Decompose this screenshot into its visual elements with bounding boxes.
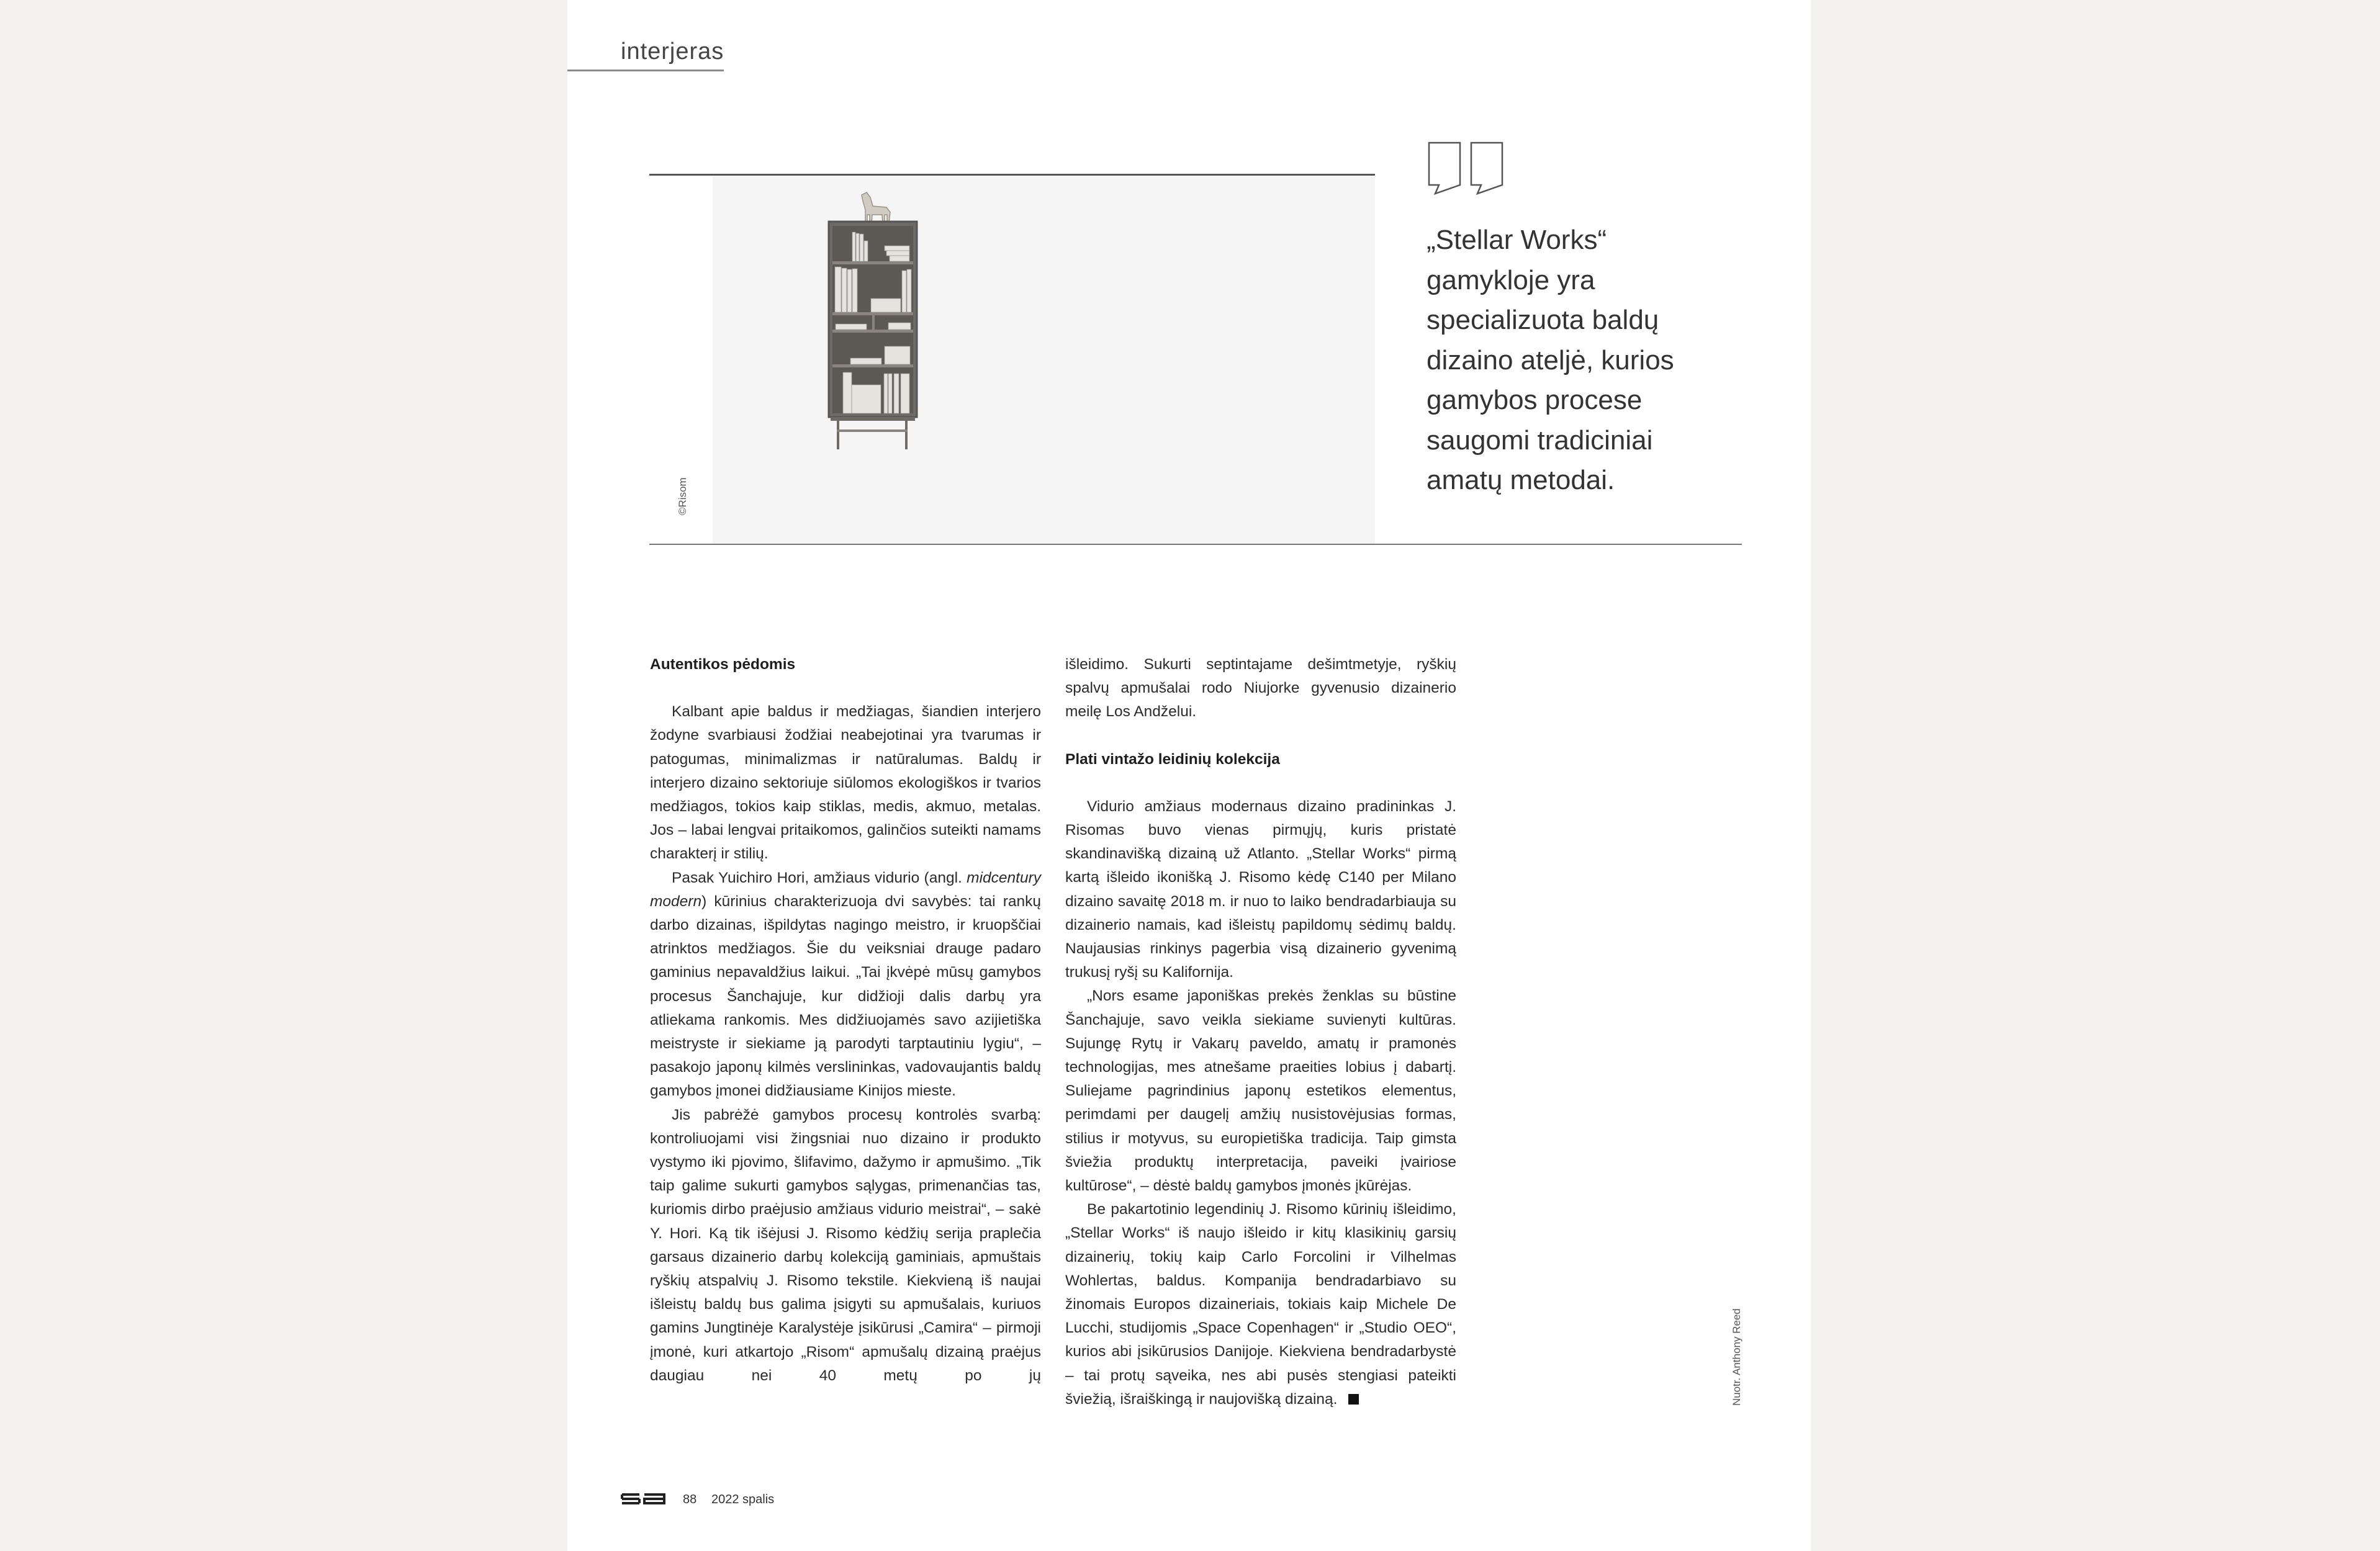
paragraph-text: Pasak Yuichiro Hori, amžiaus vidurio (angl. (672, 869, 967, 886)
paragraph (1065, 1198, 1456, 1411)
subheading-autentikos: Autentikos pėdomis (650, 656, 796, 673)
pull-quote-line: gamykloje yra (1427, 264, 1595, 295)
paragraph (650, 866, 1041, 1104)
paragraph: Vidurio amžiaus modernaus dizaino pradininkas J. Risomas buvo vienas pirmųjų, kuris pristatė skandinavišką dizainą už Atlanto. „Stellar Works“ pirmą kartą išleido ikonišką J. Risomo kėdę C140 per Milano dizaino savaitę 2018 m. ir nuo to laiko bendradarbiauja su dizainerio namais, kad išleistų papildomų sėdimų baldų. Naujausias rinkinys pagerbia visą dizainerio gyvenimą trukusį ryšį su Kalifornija. (1065, 798, 1456, 981)
magazine-logo (621, 1493, 665, 1509)
paragraph-continued: išleidimo. Sukurti septintajame dešimtmetyje, ryškių spalvų apmušalai rodo Niujorke gyvenusio dizainerio meilę Los Andželui. (1065, 656, 1456, 721)
pull-quote-line: amatų metodai. (1427, 465, 1615, 495)
photo-bottom-rule (649, 544, 1742, 545)
magazine-page (567, 0, 1811, 1551)
article-column-1 (650, 653, 1041, 1388)
pull-quote-line: specializuota baldų (1427, 305, 1659, 335)
paragraph-italic-term: midcentury modern (650, 869, 1041, 910)
pull-quote-line: saugomi tradiciniai (1427, 425, 1653, 456)
article-column-2 (1065, 653, 1456, 1411)
bookshelf-photo (713, 176, 1375, 544)
quote-marks-icon (1427, 142, 1513, 207)
paragraph: Kalbant apie baldus ir medžiagas, šiandien interjero žodyne svarbiausi žodžiai neabejotinai yra tvarumas ir patogumas, minimalizmas ir natūralumas. Baldų ir interjero dizaino sektoriuje siūlomos ekologiškos ir tvarios medžiagos, tokios kaip stiklas, medis, akmuo, metalas. Jos – labai lengvai pritaikomos, galinčios suteikti namams charakterį ir stilių. (650, 703, 1041, 863)
pull-quote (1427, 220, 1674, 501)
photo-credit-reed: Nuotr. Anthony Reed (1731, 1308, 1742, 1406)
horse-figurine-icon (862, 192, 890, 225)
paragraph: Jis pabrėžė gamybos procesų kontrolės svarbą: kontroliuojami visi žingsniai nuo dizaino ir produkto vystymo iki pjovimo, šlifavimo, dažymo ir apmušimo. „Tik taip galime sukurti gamybos sąlygas, primenančias tas, kuriomis dirbo praėjusio amžiaus vidurio meistrai“, – sakė Y. Hori. Ką tik išėjusi J. Risomo kėdžių serija praplečia garsaus dizainerio darbų kolekciją gaminiais, apmuštais ryškių atspalvių J. Risomo tekstile. Kiekvieną iš naujai išleistų baldų bus galima įsigyti su apmušalais, kuriuos gamins Jungtinėje Karalystėje įsikūrusi „Camira“ – pirmoji įmonė, kuri atkartojo „Risom“ apmušalų dizainą praėjus daugiau nei 40 metų po jų (650, 1106, 1041, 1384)
section-label: interjeras (621, 38, 724, 65)
bookshelf-illustration (713, 176, 1375, 544)
page-number: 88 (683, 1493, 697, 1506)
photo-credit-risom: ©Risom (677, 477, 688, 515)
end-of-article-square-icon (1348, 1394, 1359, 1405)
subheading-plati-vintazo: Plati vintažo leidinių kolekcija (1065, 750, 1280, 768)
issue-date: 2022 spalis (711, 1493, 775, 1506)
pull-quote-line: dizaino ateljė, kurios (1427, 344, 1674, 375)
paragraph-text: Be pakartotinio legendinių J. Risomo kūrinių išleidimo, „Stellar Works“ iš naujo išleido ir kitų klasikinių garsių dizainerių, tokių kaip Carlo Forcolini ir Vilhelmas Wohlertas, baldus. Kompanija bendradarbiavo su žinomais Europos dizaineriais, tokiais kaip Michele De Lucchi, studijomis „Space Copenhagen“ ir „Studio OEO“, kurios abi įsikūrusios Danijoje. Kiekviena bendradarbystė – tai protų sąveika, nes abi pusės stengiasi pateikti šviežią, išraiškingą ir naujovišką dizainą. (1065, 1201, 1456, 1408)
section-underline (567, 70, 724, 71)
paragraph: „Nors esame japoniškas prekės ženklas su būstine Šanchajuje, savo veikla siekiame suvienyti kultūras. Sujungę Rytų ir Vakarų paveldo, amatų ir pramonės technologijas, mes atnešame praeities lobius į dabartį. Suliejame pagrindinius japonų estetikos elementus, perimdami per daugelį amžių nusistovėjusias formas, stilius ir motyvus, su europietiška tradicija. Taip gimsta šviežia produktų interpretacija, paveiki įvairiose kultūrose“, – dėstė baldų gamybos įmonės įkūrėjas. (1065, 987, 1456, 1195)
photo-top-rule (649, 174, 1375, 176)
pull-quote-line: „Stellar Works“ (1427, 225, 1607, 255)
sa-logo-icon (621, 1493, 665, 1505)
paragraph-text: ) kūrinius charakterizuoja dvi savybės: tai rankų darbo dizainas, išpildytas nagingo meistro, ir kruopščiai atrinktos medžiagos. Šie du veiksniai drauge padaro gaminius nepavaldžius laikui. „Tai įkvėpė mūsų gamybos procesus Šanchajuje, kur didžioji dalis darbų yra atliekama rankomis. Mes didžiuojamės savo azijietiška meistryste ir siekiame ją parodyti tarptautiniu lygiu“, – pasakojo japonų kilmės verslininkas, vadovaujantis baldų gamybos įmonei didžiausiame Kinijos mieste. (650, 892, 1041, 1100)
pull-quote-line: gamybos procese (1427, 385, 1643, 415)
